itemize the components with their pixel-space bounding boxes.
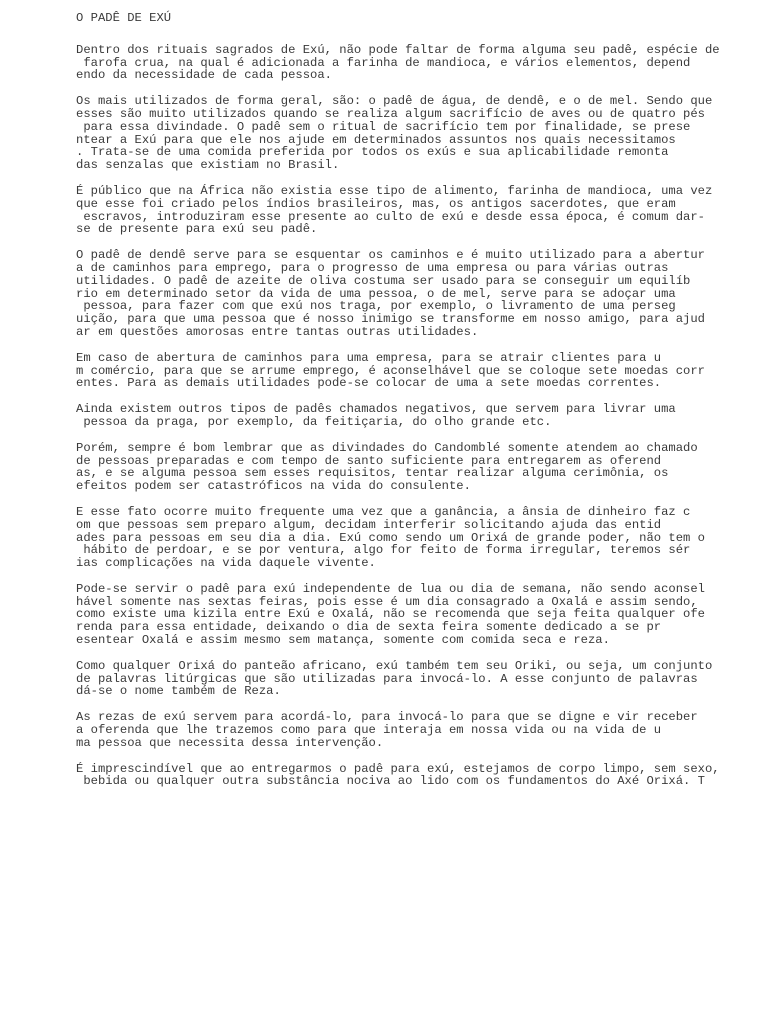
- text-line: uição, para que uma pessoa que é nosso inimigo se transforme em nosso amigo, para ajud: [76, 312, 705, 327]
- text-line: de palavras litúrgicas que são utilizadas para invocá-lo. A esse conjunto de palavras: [76, 671, 698, 686]
- text-line: Em caso de abertura de caminhos para uma empresa, para se atrair clientes para u: [76, 350, 662, 365]
- text-line: Os mais utilizados de forma geral, são: o padê de água, de dendê, e o de mel. Sendo que: [76, 94, 713, 109]
- text-line: esentear Oxalá e assim mesmo sem matança, somente com comida seca e reza.: [76, 633, 610, 648]
- text-line: Dentro dos rituais sagrados de Exú, não pode faltar de forma alguma seu padê, espécie de: [76, 42, 720, 57]
- document-title: O PADÊ DE EXÚ: [76, 11, 172, 25]
- text-line: utilidades. O padê de azeite de oliva costuma ser usado para se conseguir um equilíb: [76, 273, 691, 288]
- text-line: hábito de perdoar, e se por ventura, algo for feito de forma irregular, teremos sér: [76, 543, 691, 558]
- paragraph: [76, 403, 756, 429]
- paragraph: [76, 506, 756, 570]
- paragraph: [76, 95, 756, 172]
- text-line: É público que na África não existia esse tipo de alimento, farinha de mandioca, uma vez: [76, 183, 713, 198]
- text-line: das senzalas que existiam no Brasil.: [76, 158, 340, 173]
- text-line: pessoa da praga, por exemplo, da feitiçaria, do olho grande etc.: [76, 414, 552, 429]
- text-line: m comércio, para que se arrume emprego, é aconselhável que se coloque sete moedas corr: [76, 363, 705, 378]
- text-line: se de presente para exú seu padê.: [76, 222, 318, 237]
- text-line: farofa crua, na qual é adicionada a farinha de mandioca, e vários elementos, depend: [76, 55, 691, 70]
- text-line: a oferenda que lhe trazemos como para que interaja em nossa vida ou na vida de u: [76, 723, 662, 738]
- document-body: [76, 44, 756, 788]
- text-line: hável somente nas sextas feiras, pois esse é um dia consagrado a Oxalá e assim sendo,: [76, 594, 698, 609]
- text-line: endo da necessidade de cada pessoa.: [76, 68, 332, 83]
- text-line: Como qualquer Orixá do panteão africano, exú também tem seu Oriki, ou seja, um conjunto: [76, 658, 713, 673]
- paragraph: [76, 583, 756, 647]
- text-line: Ainda existem outros tipos de padês chamados negativos, que servem para livrar uma: [76, 402, 676, 417]
- text-line: efeitos podem ser catastróficos na vida do consulente.: [76, 479, 471, 494]
- text-line: ades para pessoas em seu dia a dia. Exú como sendo um Orixá de grande poder, não tem o: [76, 530, 705, 545]
- text-line: om que pessoas sem preparo algum, decidam interferir solicitando ajuda das entid: [76, 517, 662, 532]
- text-line: ma pessoa que necessita dessa intervenção.: [76, 735, 384, 750]
- paragraph: [76, 711, 756, 749]
- text-line: dá-se o nome também de Reza.: [76, 684, 281, 699]
- text-line: a de caminhos para emprego, para o progresso de uma empresa ou para várias outras: [76, 260, 669, 275]
- paragraph: [76, 249, 756, 339]
- text-line: que esse foi criado pelos índios brasileiros, mas, os antigos sacerdotes, que eram: [76, 196, 676, 211]
- paragraph: [76, 185, 756, 236]
- text-line: rio em determinado setor da vida de uma pessoa, o de mel, serve para se adoçar uma: [76, 286, 676, 301]
- text-line: pessoa, para fazer com que exú nos traga, por exemplo, o livramento de uma perseg: [76, 299, 676, 314]
- paragraph: [76, 442, 756, 493]
- text-line: para essa divindade. O padê sem o ritual de sacrifício tem por finalidade, se prese: [76, 119, 691, 134]
- paragraph: [76, 660, 756, 698]
- text-line: ias complicações na vida daquele vivente.: [76, 556, 376, 571]
- text-line: . Trata-se de uma comida preferida por todos os exús e sua aplicabilidade remonta: [76, 145, 669, 160]
- text-line: As rezas de exú servem para acordá-lo, para invocá-lo para que se digne e vir receber: [76, 710, 698, 725]
- text-line: É imprescindível que ao entregarmos o padê para exú, estejamos de corpo limpo, sem sexo,: [76, 761, 720, 776]
- text-line: as, e se alguma pessoa sem esses requisitos, tentar realizar alguma cerimônia, os: [76, 466, 669, 481]
- document-page: [76, 12, 756, 801]
- text-line: renda para essa entidade, deixando o dia de sexta feira somente dedicado a se pr: [76, 620, 662, 635]
- text-line: O padê de dendê serve para se esquentar os caminhos e é muito utilizado para a abertur: [76, 248, 705, 263]
- paragraph: [76, 44, 756, 82]
- text-line: entes. Para as demais utilidades pode-se colocar de uma a sete moedas correntes.: [76, 376, 662, 391]
- text-line: ntear a Exú para que ele nos ajude em determinados assuntos nos quais necessitamos: [76, 132, 676, 147]
- paragraph: [76, 763, 756, 789]
- text-line: de pessoas preparadas e com tempo de santo suficiente para entregarem as oferend: [76, 453, 662, 468]
- text-line: Porém, sempre é bom lembrar que as divindades do Candomblé somente atendem ao chamado: [76, 440, 698, 455]
- text-line: bebida ou qualquer outra substância nociva ao lido com os fundamentos do Axé Orixá. T: [76, 774, 705, 789]
- text-line: escravos, introduziram esse presente ao culto de exú e desde essa época, é comum dar-: [76, 209, 705, 224]
- text-line: ar em questões amorosas entre tantas outras utilidades.: [76, 324, 479, 339]
- text-line: Pode-se servir o padê para exú independente de lua ou dia de semana, não sendo aconsel: [76, 581, 705, 596]
- text-line: esses são muito utilizados quando se realiza algum sacrifício de aves ou de quatro pés: [76, 106, 705, 121]
- text-line: como existe uma kizila entre Exú e Oxalá, não se recomenda que seja feita qualquer ofe: [76, 607, 705, 622]
- paragraph: [76, 352, 756, 390]
- text-line: E esse fato ocorre muito frequente uma vez que a ganância, a ânsia de dinheiro faz c: [76, 504, 691, 519]
